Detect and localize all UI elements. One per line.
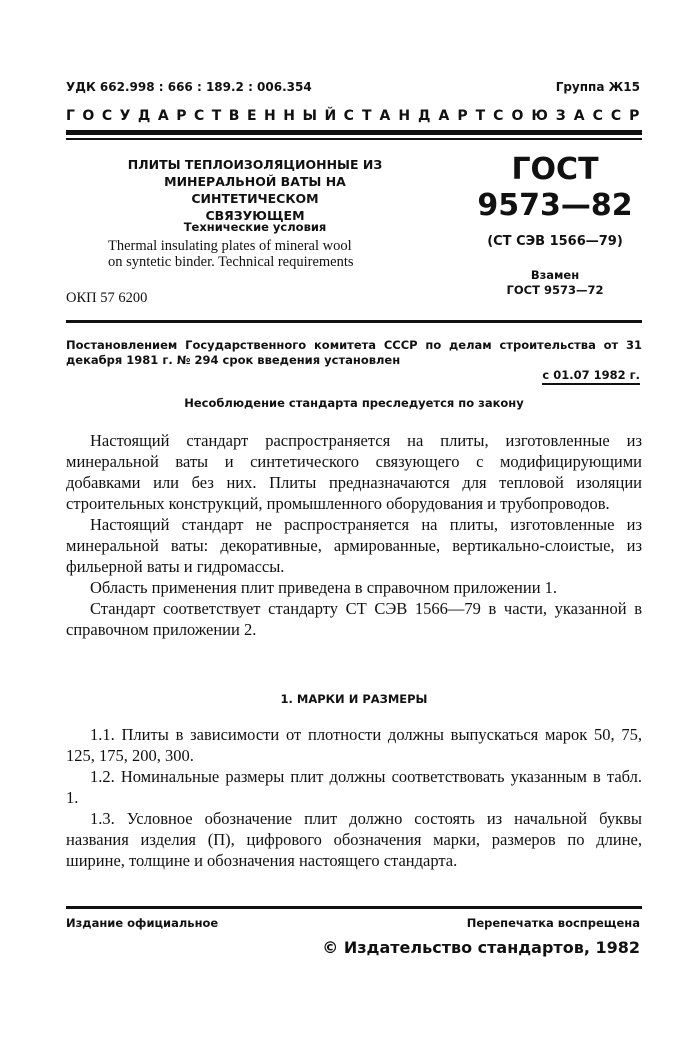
standard-banner (66, 108, 648, 124)
english-title (108, 238, 418, 270)
title-line: СВЯЗУЮЩЕМ (205, 208, 305, 223)
replaces-block (470, 268, 640, 298)
udk-code: УДК 662.998 : 666 : 189.2 : 006.354 (66, 80, 312, 94)
document-title (100, 156, 410, 224)
replaces-label: Взамен (530, 268, 580, 282)
official-edition: Издание официальное (66, 916, 219, 930)
reprint-notice: Перепечатка воспрещена (466, 916, 640, 930)
effective-date: с 01.07 1982 г. (542, 368, 640, 385)
st-sev-reference: (СТ СЭВ 1566—79) (487, 234, 623, 249)
banner-word: СТАНДАРТ (343, 108, 494, 124)
header-rule (66, 130, 642, 135)
banner-word: ССР (592, 108, 648, 124)
header-rule-thin (66, 138, 642, 140)
intro-text (66, 430, 642, 640)
replaces-standard: ГОСТ 9573—72 (506, 283, 604, 297)
paragraph: Настоящий стандарт не распространяется на плиты, изготовленные из минеральной ваты: декоративные, армированные, вертикально-слоистые, из фильерной ваты и гидромассы. (66, 515, 642, 576)
title-line: ПЛИТЫ ТЕПЛОИЗОЛЯЦИОННЫЕ ИЗ (127, 157, 383, 172)
decree-text: Постановлением Государственного комитета СССР по делам строительства от 31 декабря 1981 г. № 294 срок введения установлен (66, 338, 642, 367)
group-code: Группа Ж15 (555, 80, 640, 94)
paragraph: Область применения плит приведена в справочном приложении 1. (90, 578, 558, 597)
english-title-line: on syntetic binder. Technical requirements (108, 254, 354, 270)
okp-code: ОКП 57 6200 (66, 290, 148, 306)
paragraph: 1.1. Плиты в зависимости от плотности должны выпускаться марок 50, 75, 125, 175, 200, 300. (66, 725, 642, 765)
title-line: МИНЕРАЛЬНОЙ ВАТЫ НА СИНТЕТИЧЕСКОМ (164, 174, 346, 206)
banner-word: ГОСУДАРСТВЕННЫЙ (66, 108, 344, 124)
document-subtitle: Технические условия (183, 220, 327, 234)
paragraph: 1.2. Номинальные размеры плит должны соответствовать указанным в табл. 1. (66, 767, 642, 807)
english-title-line: Thermal insulating plates of mineral wool (108, 238, 352, 254)
section-rule (66, 320, 642, 323)
banner-word: СОЮЗА (493, 108, 593, 124)
section-text (66, 724, 642, 871)
paragraph: 1.3. Условное обозначение плит должно состоять из начальной буквы названия изделия (П), цифрового обозначения марки, размеров по длине, ширине, толщине и обозначения настоящего стандарта. (66, 809, 642, 870)
gost-number: 9573—82 (477, 188, 633, 223)
paragraph: Стандарт соответствует стандарту СТ СЭВ 1566—79 в части, указанной в справочном приложении 2. (66, 599, 642, 639)
gost-label: ГОСТ (511, 152, 599, 187)
copyright-notice: © Издательство стандартов, 1982 (322, 938, 640, 957)
footer-rule (66, 906, 642, 909)
section-heading: 1. МАРКИ И РАЗМЕРЫ (280, 692, 428, 706)
legal-warning: Несоблюдение стандарта преследуется по закону (184, 396, 524, 410)
paragraph: Настоящий стандарт распространяется на плиты, изготовленные из минеральной ваты и синтетического связующего с модифицирующими добавками или без них. Плиты предназначаются для тепловой изоляции строительных конструкций, промышленного оборудования и трубопроводов. (66, 431, 642, 513)
